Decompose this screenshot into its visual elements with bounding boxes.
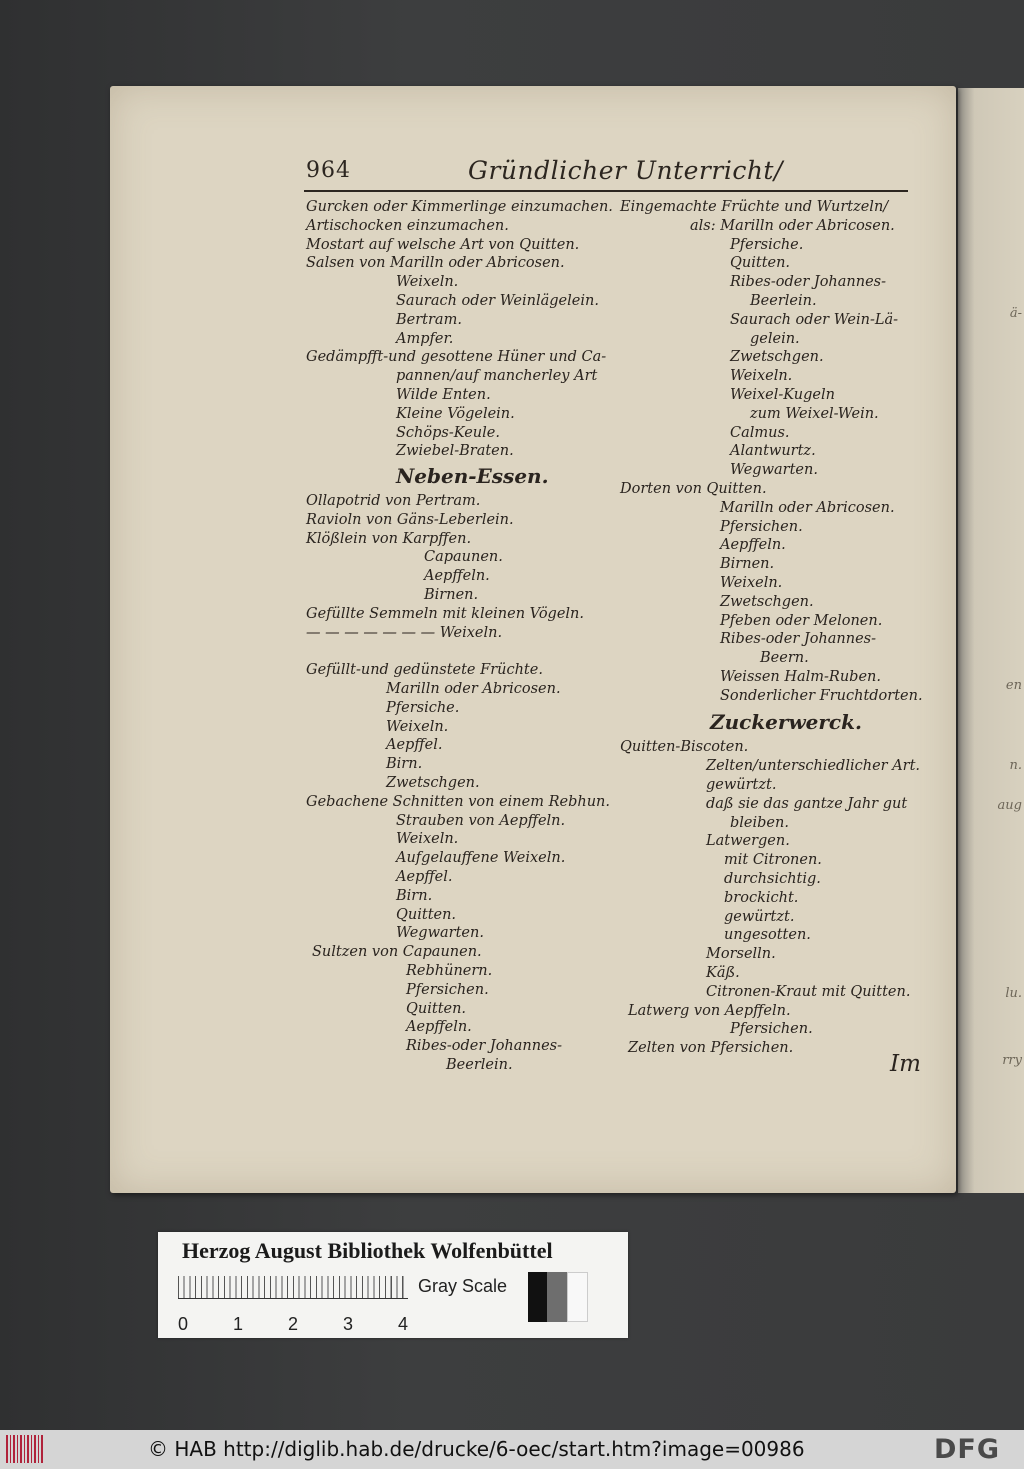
text-line: Aepffel. xyxy=(396,869,453,885)
text-line: Ravioln von Gäns-Leberlein. xyxy=(306,511,514,528)
text-line: pannen/auf mancherley Art xyxy=(396,368,598,385)
section-heading: Zuckerwerck. xyxy=(710,709,862,734)
text-line: Quitten-Biscoten. xyxy=(620,739,749,756)
text-line: Klößlein von Karpffen. xyxy=(306,530,472,547)
text-line: Zwetschgen. xyxy=(720,593,814,610)
text-line: Pfeben oder Melonen. xyxy=(720,612,883,629)
text-line: Aepffeln. xyxy=(406,1019,472,1036)
adjacent-page-edge: ä- en n. aug lu. rry xyxy=(958,88,1024,1193)
text-line: Morselln. xyxy=(706,946,776,963)
section-heading: Neben-Essen. xyxy=(396,464,549,489)
swatch-gray xyxy=(547,1272,566,1322)
text-line: Aepffeln. xyxy=(720,537,786,554)
text-line: Weixeln. xyxy=(730,368,793,385)
text-line: Kleine Vögelein. xyxy=(396,405,515,422)
ruler-number: 1 xyxy=(233,1314,244,1334)
text-line: Quitten. xyxy=(730,255,791,272)
text-line: — — — — — — — Weixeln. xyxy=(306,624,503,641)
text-line: Weixel-Kugeln xyxy=(730,387,835,403)
text-line: Mostart auf welsche Art von Quitten. xyxy=(306,236,580,253)
barcode-icon xyxy=(6,1435,44,1463)
gray-scale-label: Gray Scale xyxy=(418,1276,508,1296)
text-line: Aepffeln. xyxy=(424,568,490,585)
footer-bar xyxy=(0,1430,1024,1469)
text-line: Zwetschgen. xyxy=(386,775,480,791)
text-line: Wegwarten. xyxy=(396,925,484,942)
text-line: Sultzen von Capaunen. xyxy=(312,944,482,961)
text-line: Weixeln. xyxy=(386,718,449,735)
text-line: Weixeln. xyxy=(720,575,783,591)
swatch-white xyxy=(567,1272,588,1322)
text-line: Quitten. xyxy=(396,906,457,923)
text-line: Birn. xyxy=(386,756,423,773)
text-line: Weissen Halm-Ruben. xyxy=(720,669,881,685)
text-line: Rebhünern. xyxy=(406,963,493,979)
text-line: Ribes-oder Johannes- xyxy=(720,631,877,648)
text-line: ungesotten. xyxy=(724,927,811,944)
text-line: Pfersichen. xyxy=(406,981,489,998)
text-line: bleiben. xyxy=(730,814,789,831)
text-line: Pfersiche. xyxy=(730,236,804,253)
text-line: Weixeln. xyxy=(396,274,459,291)
text-line: Strauben von Aepffeln. xyxy=(396,812,566,829)
text-line: Latwergen. xyxy=(706,833,790,850)
text-line: Artischocken einzumachen. xyxy=(306,217,509,234)
text-line: Birnen. xyxy=(424,587,479,603)
ruler-ticks xyxy=(178,1276,408,1299)
page-number: 964 xyxy=(306,158,351,183)
copyright-link[interactable]: © HAB http://diglib.hab.de/drucke/6-oec/start.htm?image=00986 xyxy=(148,1437,805,1461)
text-line: Beern. xyxy=(760,650,809,667)
text-line: Ollapotrid von Pertram. xyxy=(306,493,481,509)
text-line: Gurcken oder Kimmerlinge einzumachen. xyxy=(306,199,613,215)
book-page xyxy=(110,86,956,1193)
text-line: Beerlein. xyxy=(750,293,817,309)
text-line: Dorten von Quitten. xyxy=(620,481,767,497)
text-line: Marilln oder Abricosen. xyxy=(720,499,895,516)
ruler-number: 3 xyxy=(343,1314,354,1334)
dfg-logo: DFG xyxy=(934,1434,1001,1465)
text-line: gewürtzt. xyxy=(724,908,795,925)
text-line: Gefüllt-und gedünstete Früchte. xyxy=(306,662,543,679)
text-line: Bertram. xyxy=(396,311,462,328)
text-line: Alantwurtz. xyxy=(730,443,816,460)
text-line: Eingemachte Früchte und Wurtzeln/ xyxy=(620,199,889,215)
text-line: Zwiebel-Braten. xyxy=(396,443,514,460)
text-line: Birnen. xyxy=(720,556,775,573)
text-line: Gedämpfft-und gesottene Hüner und Ca- xyxy=(306,349,607,366)
text-line: gelein. xyxy=(750,330,800,347)
text-line: Ribes-oder Johannes- xyxy=(406,1038,563,1055)
text-line: Birn. xyxy=(396,887,433,904)
text-line: Ampfer. xyxy=(396,330,454,347)
text-line: Schöps-Keule. xyxy=(396,424,500,441)
text-line: Beerlein. xyxy=(446,1057,513,1073)
text-line: Aepffel. xyxy=(386,737,443,754)
text-line: Saurach oder Wein-Lä- xyxy=(730,311,899,328)
text-line: als: Marilln oder Abricosen. xyxy=(690,217,895,234)
text-line: daß sie das gantze Jahr gut xyxy=(706,795,908,812)
ruler-number: 0 xyxy=(178,1314,189,1334)
text-line: Citronen-Kraut mit Quitten. xyxy=(706,983,911,1000)
text-line: brockicht. xyxy=(724,889,799,906)
text-line: Wilde Enten. xyxy=(396,387,491,403)
text-line: Gebachene Schnitten von einem Rebhun. xyxy=(306,793,610,810)
text-line: Zelten von Pfersichen. xyxy=(628,1040,794,1057)
text-line: Pfersichen. xyxy=(720,518,803,535)
gray-scale-card xyxy=(158,1232,628,1338)
text-line: Latwerg von Aepffeln. xyxy=(628,1002,791,1019)
text-line: Gefüllte Semmeln mit kleinen Vögeln. xyxy=(306,605,584,622)
text-line: Quitten. xyxy=(406,1000,467,1017)
catchword: Im xyxy=(890,1051,921,1077)
ruler-number: 4 xyxy=(398,1314,409,1334)
text-line: Salsen von Marilln oder Abricosen. xyxy=(306,255,565,272)
text-line: Saurach oder Weinlägelein. xyxy=(396,293,599,309)
swatch-black xyxy=(528,1272,547,1322)
running-head: Gründlicher Unterricht/ xyxy=(468,156,783,185)
text-line: Zelten/unterschiedlicher Art. xyxy=(706,758,921,775)
text-line: durchsichtig. xyxy=(724,871,821,887)
ruler-number: 2 xyxy=(288,1314,299,1334)
text-line: Wegwarten. xyxy=(730,462,818,479)
text-line: Capaunen. xyxy=(424,549,503,566)
text-line: Weixeln. xyxy=(396,831,459,848)
library-name: Herzog August Bibliothek Wolfenbüttel xyxy=(182,1238,553,1263)
text-line: Zwetschgen. xyxy=(730,349,824,366)
text-line: mit Citronen. xyxy=(724,852,822,869)
text-line: zum Weixel-Wein. xyxy=(750,405,879,422)
text-line: Pfersichen. xyxy=(730,1021,813,1038)
text-line: Pfersiche. xyxy=(386,699,460,716)
ruler xyxy=(178,1276,409,1334)
text-line: Sonderlicher Fruchtdorten. xyxy=(720,687,923,704)
text-line: gewürtzt. xyxy=(706,777,777,793)
header-rule xyxy=(304,190,908,192)
text-line: Käß. xyxy=(706,965,740,981)
gray-swatches xyxy=(528,1272,588,1322)
text-line: Marilln oder Abricosen. xyxy=(386,681,561,697)
text-line: Aufgelauffene Weixeln. xyxy=(396,850,566,867)
text-line: Calmus. xyxy=(730,424,790,441)
text-line: Ribes-oder Johannes- xyxy=(730,274,887,291)
